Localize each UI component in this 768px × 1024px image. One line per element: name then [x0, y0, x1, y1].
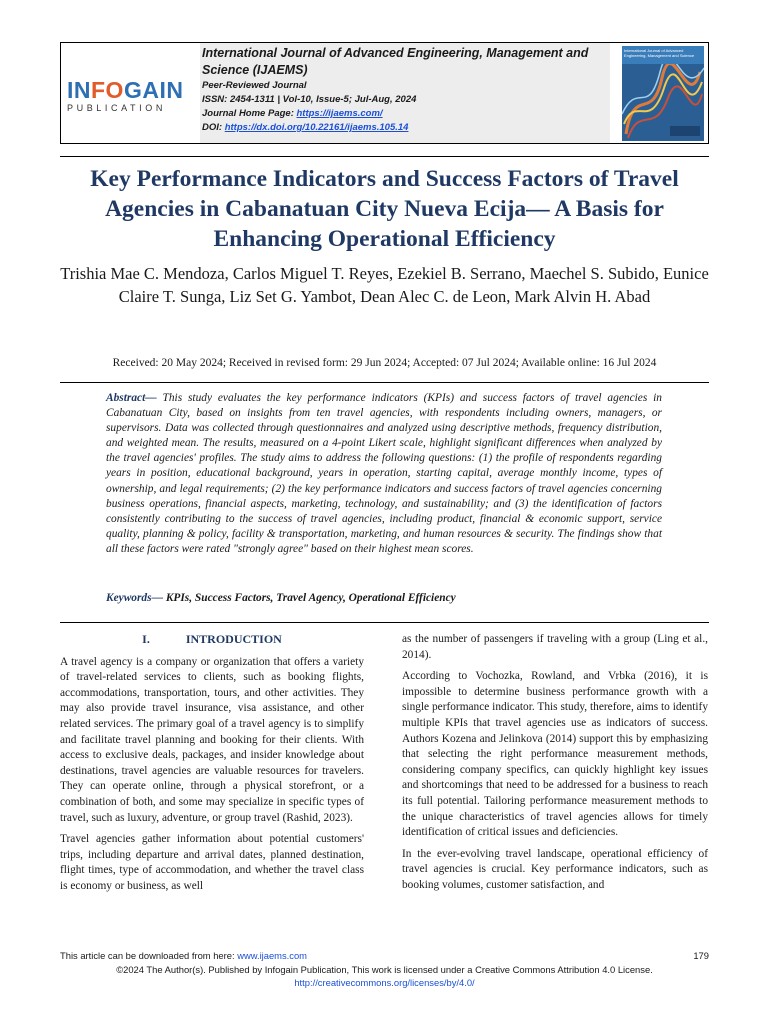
license-text: ©2024 The Author(s). Published by Infogain Publication, This work is licensed under a Creative Commons Attribution 4.0 License.: [116, 964, 653, 975]
header-divider: [60, 156, 709, 157]
journal-header: [60, 42, 709, 144]
doi-line: [202, 121, 610, 135]
doi-link[interactable]: https://dx.doi.org/10.22161/ijaems.105.14: [224, 122, 409, 133]
paragraph: A travel agency is a company or organization that offers a variety of travel-related services to clients, such as booking flights, accommodations, transportation, tours, and other activities. They may also provide travel insurance, visa assistance, and other related services. The primary goal of a travel agency is to simplify and facilitate travel planning and booking for their clients. With access to exclusive deals, packages, and insider knowledge about destinations, travel agencies are valuable resources for travelers. They can operate online, through a physical storefront, or a combination of both, and some may specialize in specific types of travel, such as luxury, adventure, or group travel (Rashid, 2023).: [60, 655, 364, 824]
section-number: I.: [142, 632, 150, 646]
license-link[interactable]: http://creativecommons.org/licenses/by/4.0/: [294, 977, 475, 988]
right-column: [402, 632, 708, 900]
cover-artwork: [622, 64, 704, 141]
keywords-text: KPIs, Success Factors, Travel Agency, Operational Efficiency: [162, 592, 456, 604]
doi-label: DOI:: [202, 122, 225, 133]
issn-line: ISSN: 2454-1311 | Vol-10, Issue-5; Jul-Aug, 2024: [202, 94, 417, 105]
page-number: 179: [693, 950, 709, 961]
footer-download-text: This article can be downloaded from here:: [60, 950, 238, 961]
logo-text-in: IN: [67, 77, 91, 103]
cover-title: International Journal of Advanced Engineering, Management and Science: [622, 46, 704, 64]
homepage-label: Journal Home Page:: [202, 108, 297, 119]
keywords: [106, 592, 662, 604]
abstract: [106, 391, 662, 557]
abstract-top-divider: [60, 382, 709, 383]
section-heading-introduction: [60, 632, 364, 648]
abstract-label: Abstract—: [106, 392, 157, 404]
paragraph: In the ever-evolving travel landscape, operational efficiency of travel agencies is crucial. Key performance indicators, such as booking volumes, customer satisfaction, and: [402, 847, 708, 891]
footer-license: [60, 963, 709, 989]
logo-text-gain: GAIN: [123, 77, 184, 103]
abstract-bottom-divider: [60, 622, 709, 623]
keywords-label: Keywords—: [106, 592, 163, 604]
logo-text-fo: FO: [91, 77, 124, 103]
peer-reviewed-label: Peer-Reviewed Journal: [202, 80, 307, 91]
journal-info-panel: [200, 43, 610, 143]
journal-cover-image: [622, 46, 704, 141]
footer-download-line: [60, 950, 709, 961]
author-list: Trishia Mae C. Mendoza, Carlos Miguel T. Reyes, Ezekiel B. Serrano, Maechel S. Subido, Eunice Claire T. Sunga, Liz Set G. Yambot, Dean Alec C. de Leon, Mark Alvin H. Abad: [60, 264, 709, 306]
section-title: INTRODUCTION: [185, 632, 282, 646]
paragraph: According to Vochozka, Rowland, and Vrbka (2016), it is impossible to determine business performance growth with a single performance indicator. This study, therefore, aims to identify multiple KPIs that travel agencies use as indicators of success. Authors Kozena and Jelinkova (2014) support this by emphasizing that selecting the right performance measurement methods, considering company specifics, can quickly highlight key issues and shortcomings that need to be addressed for a business to reach its full potential. Tailoring performance measurement methods to the unique characteristics of travel agencies allows for timely identification of critical issues and deficiencies.: [402, 670, 708, 839]
article-dates: Received: 20 May 2024; Received in revised form: 29 Jun 2024; Accepted: 07 Jul 2024; Available online: 16 Jul 2024: [112, 357, 657, 369]
paper-title: Key Performance Indicators and Success Factors of Travel Agencies in Cabanatuan City Nueva Ecija— A Basis for Enhancing Operational Efficiency: [90, 166, 679, 252]
paragraph: as the number of passengers if traveling with a group (Ling et al., 2014).: [402, 633, 708, 661]
logo-publication-text: PUBLICATION: [67, 103, 166, 113]
homepage-link[interactable]: https://ijaems.com/: [296, 108, 383, 119]
left-column: [60, 632, 364, 901]
journal-name: International Journal of Advanced Engineering, Management and Science (IJAEMS): [202, 46, 589, 77]
paragraph: Travel agencies gather information about potential customers' trips, including departure and arrival dates, planned destination, flight times, type of accommodation, and whether the travel class is economy or business, as well: [60, 833, 364, 892]
abstract-text: This study evaluates the key performance indicators (KPIs) and success factors of travel agencies in Cabanatuan City, based on insights from ten travel agencies, with respondents including owners, managers, or supervisors. Data was collected through questionnaires and analyzed using descriptive methods, frequency distribution, and weighted mean. The results, measured on a 4-point Likert scale, highlight significant differences when analyzed by the travel agencies' profiles. The study aims to address the following questions: (1) the profile of respondents regarding years in position, educational background, years in operation, starting capital, average monthly income, types of ownership, and legal requirements; (2) the key performance indicators and success factors of travel agencies concerning business operations, financial aspects, marketing, technology, and sustainability; and (3) the identification of factors consistently contributing to the success of travel agencies, including product, financial & economic support, service quality, planning & policy, facility & transportation, marketing, and human resources & security. The findings show that all these factors were rated "strongly agree" based on their highest mean scores.: [106, 392, 662, 555]
homepage-line: [202, 107, 610, 121]
infogain-logo: [67, 79, 187, 119]
footer-download-link[interactable]: www.ijaems.com: [237, 950, 307, 961]
